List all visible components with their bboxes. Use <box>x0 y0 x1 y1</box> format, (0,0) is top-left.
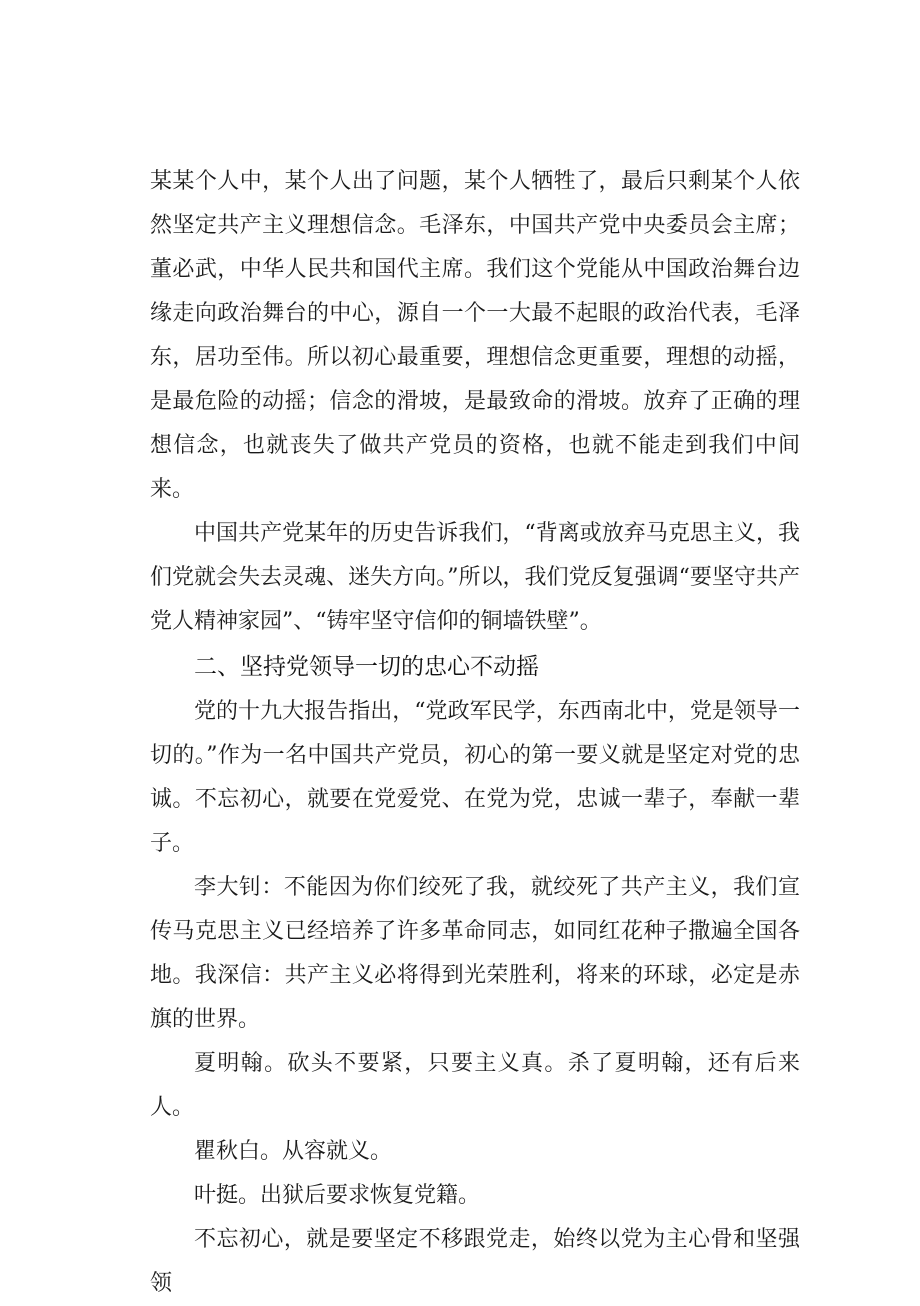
paragraph-ye-ting: 叶挺。出狱后要求恢复党籍。 <box>194 1183 481 1208</box>
paragraph-xia-minghan: 夏明翰。砍头不要紧，只要主义真。杀了夏明翰，还有后来人。 <box>150 1051 800 1120</box>
paragraph-history: 中国共产党某年的历史告诉我们，“背离或放弃马克思主义，我们党就会失去灵魂、迷失方向。”所以，我们党反复强调“要坚守共产党人精神家园”、“铸牢坚守信仰的铜墙铁壁”。 <box>150 521 800 634</box>
paragraph-continuation: 某某个人中，某个人出了问题，某个人牺牲了，最后只剩某个人依然坚定共产主义理想信念。毛泽东，中国共产党中央委员会主席；董必武，中华人民共和国代主席。我们这个党能从中国政治舞台边缘走向政治舞台的中心，源自一个一大最不起眼的政治代表，毛泽东，居功至伟。所以初心最重要，理想信念更重要，理想的动摇，是最危险的动摇；信念的滑坡，是最致命的滑坡。放弃了正确的理想信念，也就丧失了做共产党员的资格，也就不能走到我们中间来。 <box>150 169 800 502</box>
document-body <box>150 160 800 1306</box>
paragraph-closing: 不忘初心，就是要坚定不移跟党走，始终以党为主心骨和坚强领 <box>150 1227 800 1296</box>
paragraph-qu-qiubai: 瞿秋白。从容就义。 <box>194 1139 393 1164</box>
paragraph-congress-report: 党的十九大报告指出，“党政军民学，东西南北中，党是领导一切的。”作为一名中国共产党员，初心的第一要义就是坚定对党的忠诚。不忘初心，就要在党爱党、在党为党，忠诚一辈子，奉献一辈子。 <box>150 699 800 856</box>
section-heading: 二、坚持党领导一切的忠心不动摇 <box>194 654 539 680</box>
paragraph-li-dazhao: 李大钊：不能因为你们绞死了我，就绞死了共产主义，我们宣传马克思主义已经培养了许多革命同志，如同红花种子撒遍全国各地。我深信：共产主义必将得到光荣胜利，将来的环球，必定是赤旗的世界。 <box>150 875 800 1032</box>
